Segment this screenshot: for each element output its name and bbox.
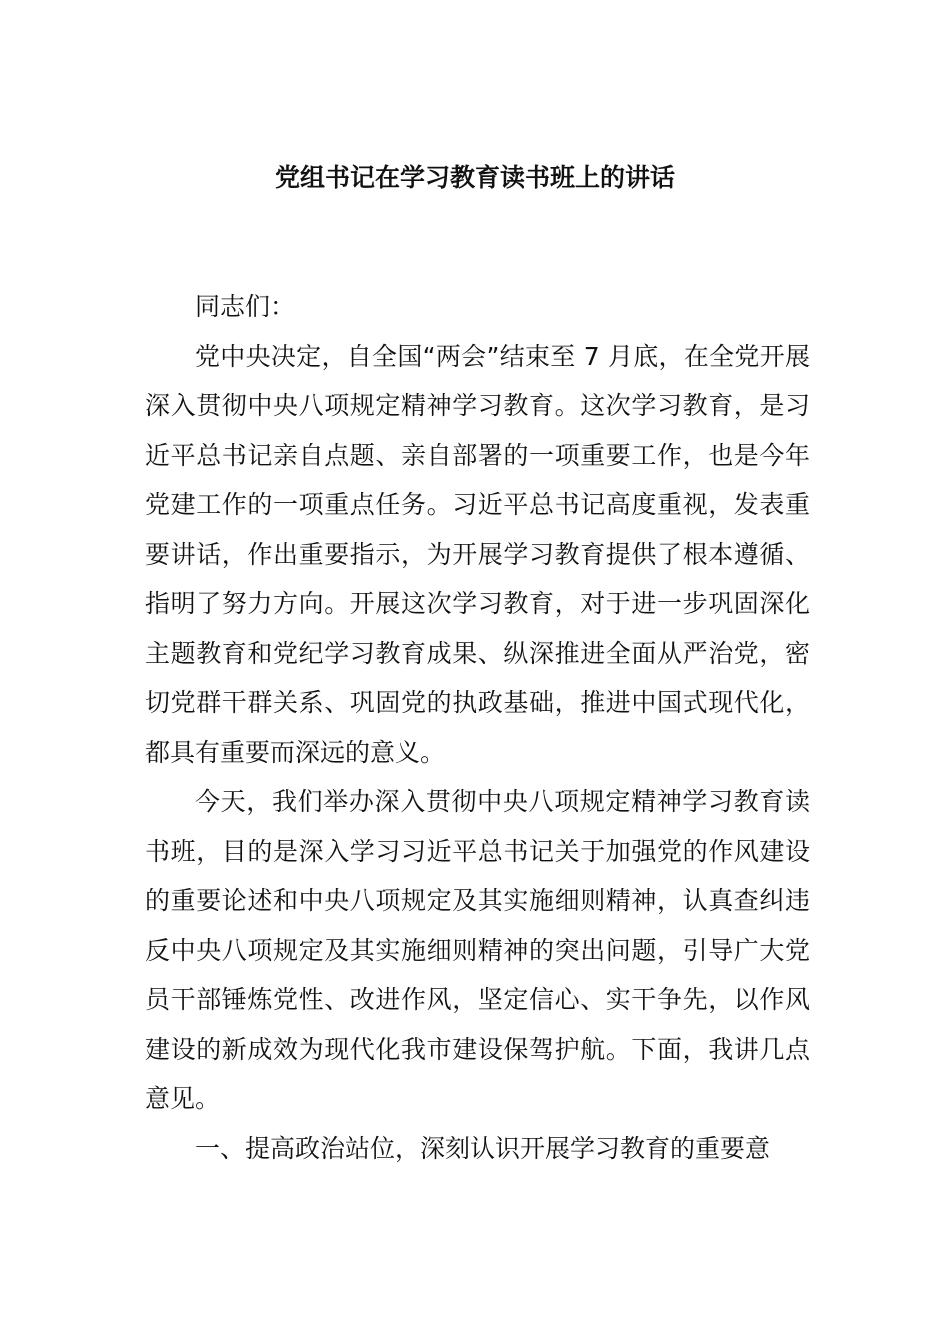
paragraph-2: 今天，我们举办深入贯彻中央八项规定精神学习教育读书班，目的是深入学习习近平总书记关于加强党的作风建设的重要论述和中央八项规定及其实施细则精神，认真查纠违反中央八项规定及其实施细则精神的突出问题，引导广大党员干部锤炼党性、改进作风，坚定信心、实干争先，以作风建设的新成效为现代化我市建设保驾护航。下面，我讲几点意见。 [145,787,810,1113]
document-body [145,282,810,1173]
paragraph-3-heading: 一、提高政治站位，深刻认识开展学习教育的重要意 [195,1133,771,1163]
document-title: 党组书记在学习教育读书班上的讲话 [274,163,675,192]
salutation: 同志们： [195,292,296,321]
paragraph-1: 党中央决定，自全国“两会”结束至 7 月底，在全党开展深入贯彻中央八项规定精神学习教育。这次学习教育，是习近平总书记亲自点题、亲自部署的一项重要工作，也是今年党建工作的一项重点任务。习近平总书记高度重视，发表重要讲话，作出重要指示，为开展学习教育提供了根本遵循、指明了努力方向。开展这次学习教育，对于进一步巩固深化主题教育和党纪学习教育成果、纵深推进全面从严治党，密切党群干群关系、巩固党的执政基础，推进中国式现代化，都具有重要而深远的意义。 [145,341,810,767]
